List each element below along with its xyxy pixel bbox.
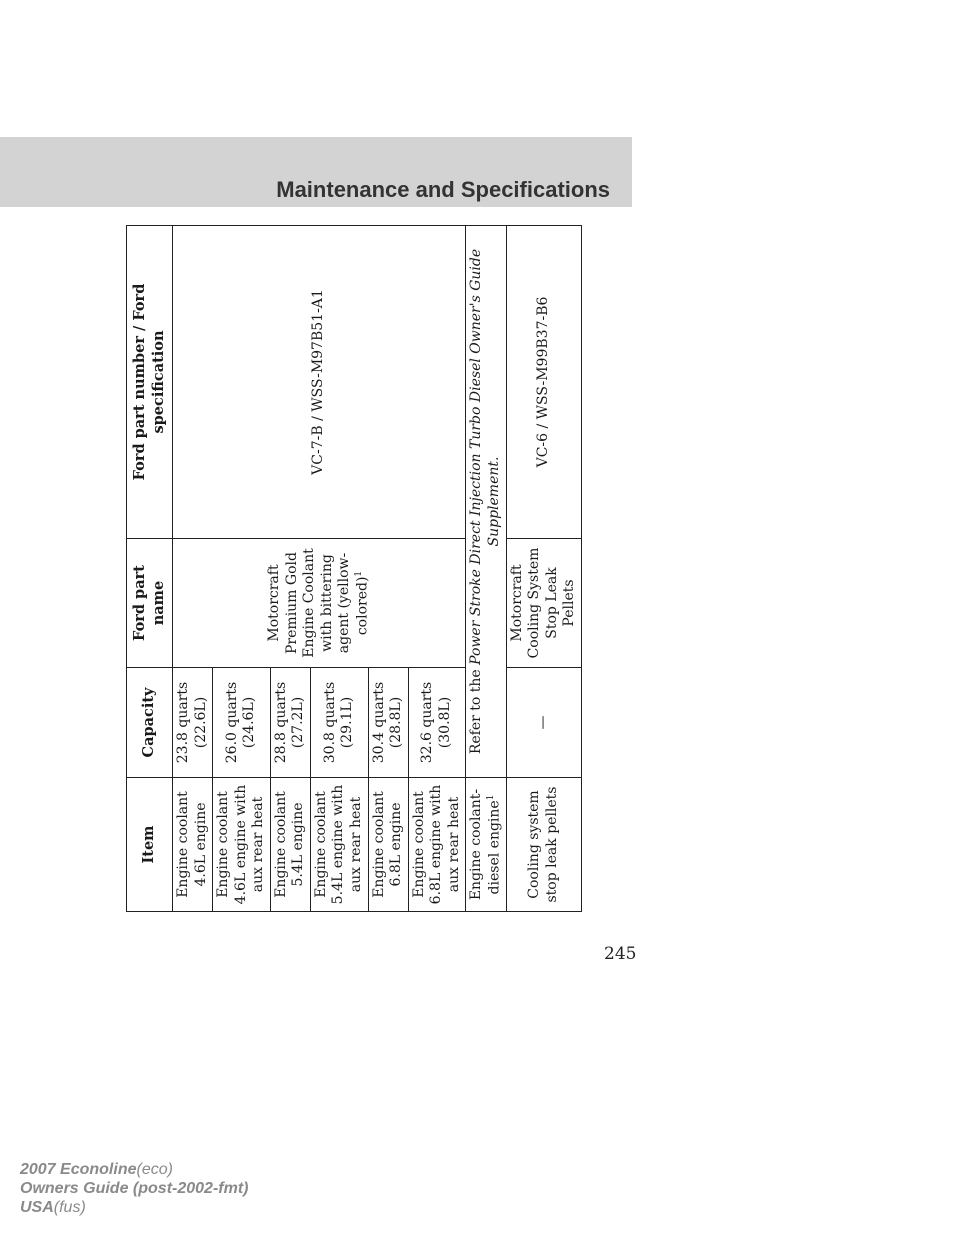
row-item: Engine coolant 6.8L engine [368,778,408,912]
footer [20,1160,248,1217]
row-capacity: 28.8 quarts (27.2L) [270,668,310,778]
header-part-name: Ford part name [127,539,173,668]
page-number: 245 [604,944,637,964]
rotated-table-container [126,226,578,912]
footer-line-1: 2007 Econoline(eco) [20,1161,173,1178]
row-capacity: 32.6 quarts (30.8L) [408,668,466,778]
row-capacity: 23.8 quarts (22.6L) [173,668,213,778]
footer-line-3: USA(fus) [20,1199,86,1216]
coolant-specifications-table [126,225,582,912]
cooling-item: Cooling system stop leak pellets [506,778,581,912]
row-capacity: 26.0 quarts (24.6L) [213,668,271,778]
header-band [0,137,632,207]
section-title: Maintenance and Specifications [276,177,610,202]
shared-part-name: Motorcraft Premium Gold Engine Coolant with bittering agent (yellow-colored)$^1$ [173,539,466,668]
header-capacity: Capacity [127,668,173,778]
row-item: Engine coolant 4.6L engine [173,778,213,912]
footer-line-2: Owners Guide (post-2002-fmt) [20,1180,249,1197]
row-item: Engine coolant 5.4L engine with aux rear heat [310,778,368,912]
row-item: Engine coolant 4.6L engine with aux rear heat [213,778,271,912]
cooling-part-number: VC-6 / WSS-M99B37-B6 [506,226,581,539]
shared-part-number: VC-7-B / WSS-M97B51-A1 [173,226,466,539]
specifications-table-frame [126,226,578,912]
cooling-part-name: Motorcraft Cooling System Stop Leak Pellets [506,539,581,668]
row-capacity: 30.8 quarts (29.1L) [310,668,368,778]
diesel-item: Engine coolant-diesel engine$^1$ [466,778,507,912]
row-item: Engine coolant 5.4L engine [270,778,310,912]
header-part-number: Ford part number / Ford specification [127,226,173,539]
row-item: Engine coolant 6.8L engine with aux rear heat [408,778,466,912]
cooling-capacity: — [506,668,581,778]
row-capacity: 30.4 quarts (28.8L) [368,668,408,778]
header-item: Item [127,778,173,912]
diesel-reference: Refer to the Power Stroke Direct Injection Turbo Diesel Owner's Guide Supplement. [466,226,507,778]
